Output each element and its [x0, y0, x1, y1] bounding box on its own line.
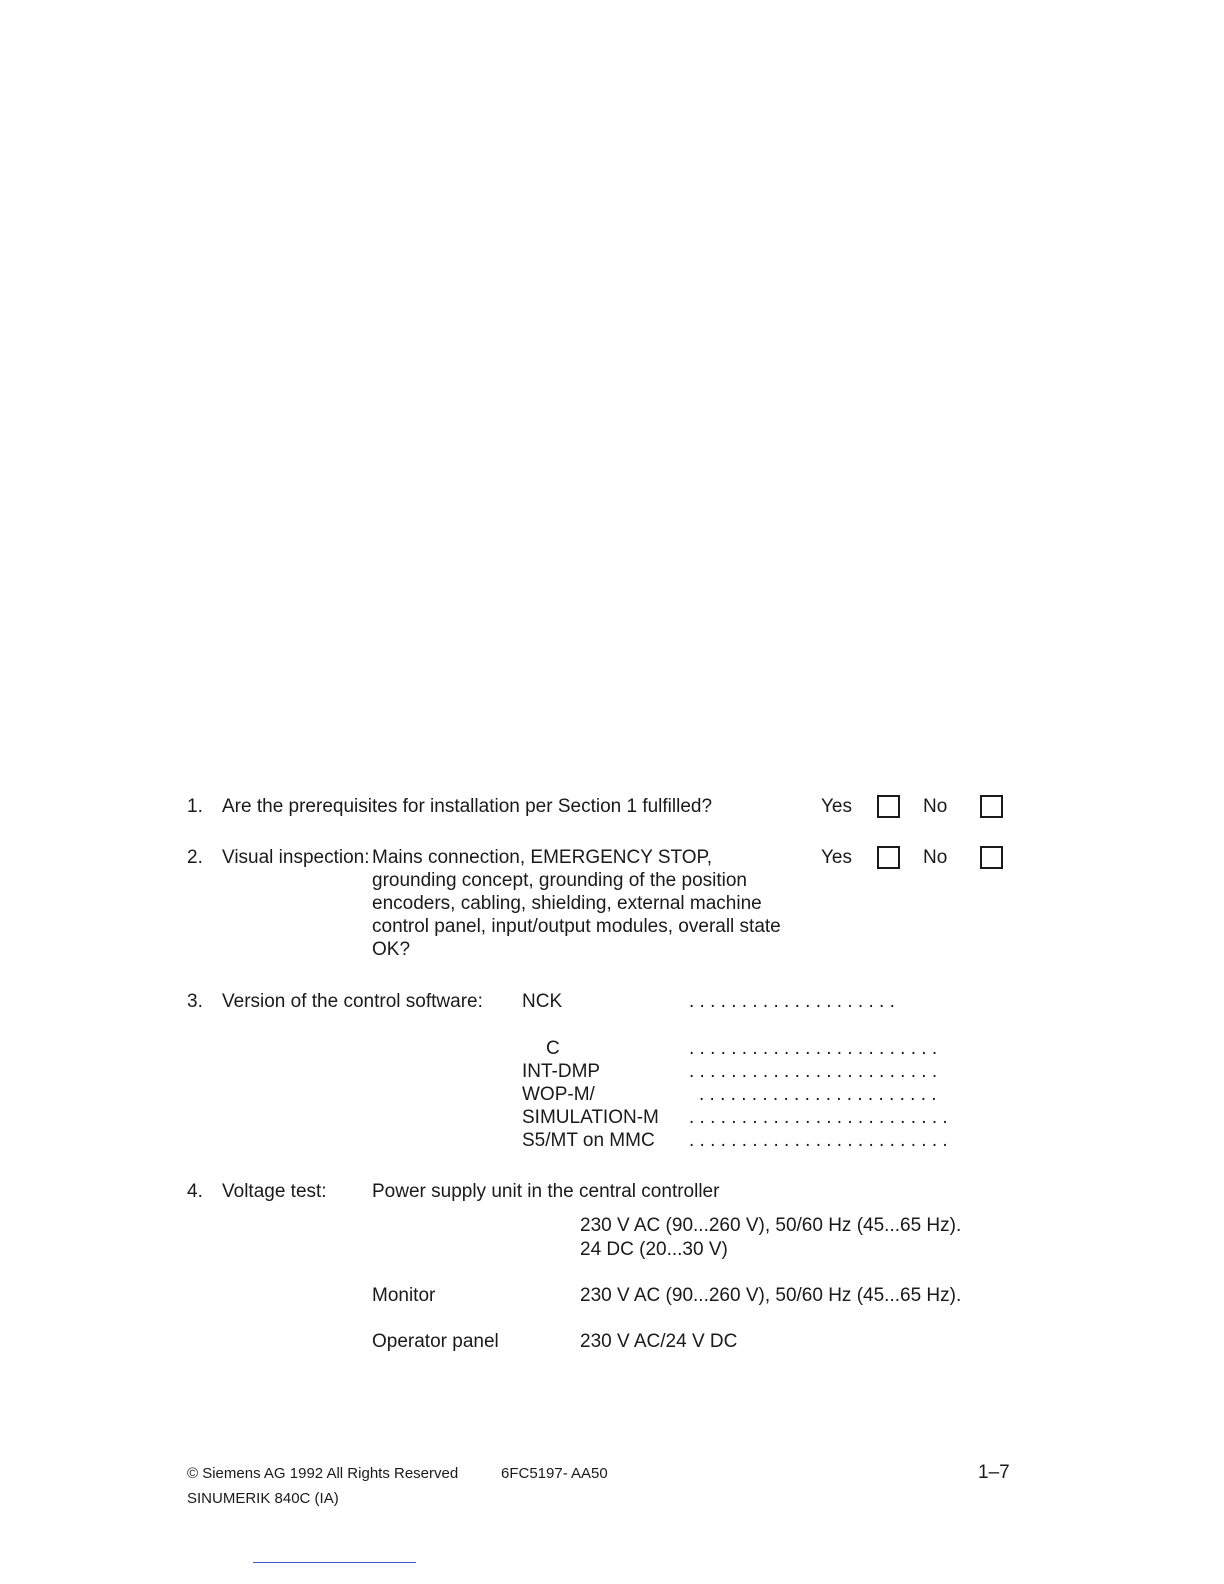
item-2-no-label: No [923, 847, 948, 868]
item-2-number: 2. [187, 847, 203, 868]
item-1-number: 1. [187, 796, 203, 817]
footer-product: SINUMERIK 840C (IA) [187, 1490, 339, 1507]
software-simulation-m-field[interactable]: . . . . . . . . . . . . . . . . . . . . . . . . . [689, 1107, 948, 1128]
item-2-line-2: grounding concept, grounding of the position [372, 870, 747, 891]
item-1-no-label: No [923, 796, 948, 817]
operator-panel-label: Operator panel [372, 1331, 499, 1352]
item-2-line-5: OK? [372, 939, 411, 960]
item-1-question: Are the prerequisites for installation per Section 1 fulfilled? [222, 796, 713, 817]
software-s5mt-field[interactable]: . . . . . . . . . . . . . . . . . . . . . . . . . [689, 1130, 948, 1151]
monitor-label: Monitor [372, 1285, 436, 1306]
software-wop-m-field[interactable]: . . . . . . . . . . . . . . . . . . . . . . . [699, 1084, 937, 1105]
link-underline [253, 1562, 416, 1563]
psu-label: Power supply unit in the central controller [372, 1181, 720, 1202]
software-nck-field[interactable]: . . . . . . . . . . . . . . . . . . . . [689, 991, 895, 1012]
item-2-no-checkbox[interactable] [980, 846, 1003, 869]
item-1-no-checkbox[interactable] [980, 795, 1003, 818]
software-nck-label: NCK [522, 991, 563, 1012]
item-1-yes-label: Yes [821, 796, 852, 817]
item-3-label: Version of the control software: [222, 991, 483, 1012]
software-int-dmp-field[interactable]: . . . . . . . . . . . . . . . . . . . . . . . . [689, 1061, 938, 1082]
item-2-label: Visual inspection: [222, 847, 370, 868]
software-c-field[interactable]: . . . . . . . . . . . . . . . . . . . . . . . . [689, 1038, 938, 1059]
item-2-yes-label: Yes [821, 847, 852, 868]
page-number: 1–7 [978, 1462, 1010, 1483]
item-3-number: 3. [187, 991, 203, 1012]
operator-panel-value: 230 V AC/24 V DC [580, 1331, 738, 1352]
item-2-line-1: Mains connection, EMERGENCY STOP, [372, 847, 713, 868]
item-4-number: 4. [187, 1181, 203, 1202]
software-wop-m-label: WOP-M/ [522, 1084, 595, 1105]
item-2-yes-checkbox[interactable] [877, 846, 900, 869]
monitor-value: 230 V AC (90...260 V), 50/60 Hz (45...65 Hz). [580, 1285, 962, 1306]
item-2-line-4: control panel, input/output modules, overall state [372, 916, 781, 937]
item-2-description [372, 846, 802, 961]
software-c-label: C [546, 1038, 560, 1059]
software-simulation-m-label: SIMULATION-M [522, 1107, 659, 1128]
psu-value-dc: 24 DC (20...30 V) [580, 1239, 728, 1260]
footer-copyright: © Siemens AG 1992 All Rights Reserved [187, 1465, 459, 1482]
item-2-line-3: encoders, cabling, shielding, external machine [372, 893, 762, 914]
item-4-label: Voltage test: [222, 1181, 327, 1202]
software-s5mt-label: S5/MT on MMC [522, 1130, 655, 1151]
psu-value-ac: 230 V AC (90...260 V), 50/60 Hz (45...65 Hz). [580, 1215, 962, 1236]
footer-order-number: 6FC5197- AA50 [501, 1465, 608, 1482]
item-1-yes-checkbox[interactable] [877, 795, 900, 818]
software-int-dmp-label: INT-DMP [522, 1061, 601, 1082]
